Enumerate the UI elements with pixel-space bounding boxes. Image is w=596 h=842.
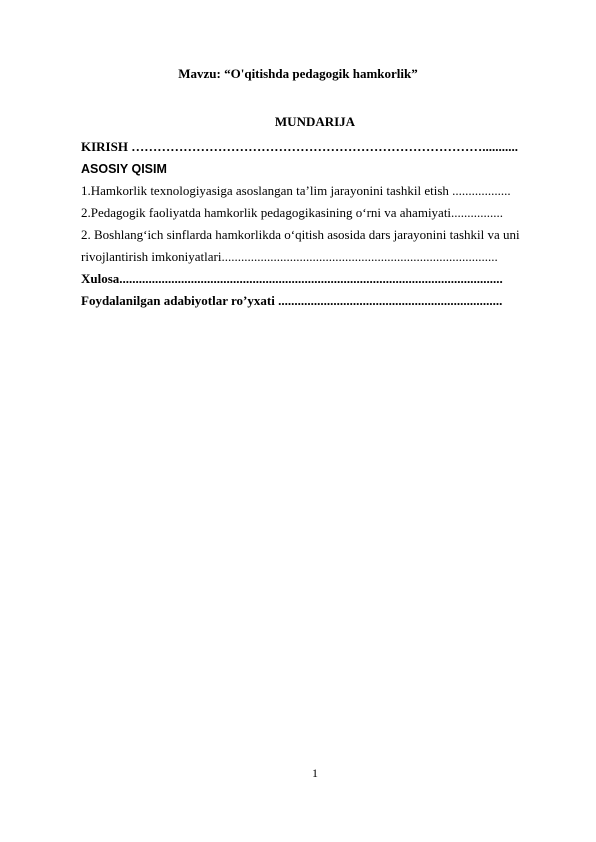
toc-entry-adabiyotlar: Foydalanilgan adabiyotlar ro’yxati ..................................................................... xyxy=(81,293,503,308)
toc-entry-kirish: KIRISH ………………………………………………………………………........... xyxy=(81,139,518,154)
toc-entry-xulosa: Xulosa...................................................................................................................... xyxy=(81,271,503,286)
page-number: 1 xyxy=(312,766,318,780)
toc-entry-item-2: 2.Pedagogik faoliyatda hamkorlik pedagogikasining o‘rni va ahamiyati................ xyxy=(81,205,504,220)
toc-entry-item-3-line-2: rivojlantirish imkoniyatlari..................................................................................... xyxy=(81,249,498,264)
table-of-contents xyxy=(81,136,551,312)
toc-entry-item-3-line-1: 2. Boshlang‘ich sinflarda hamkorlikda o‘qitish asosida dars jarayonini tashkil va uni xyxy=(81,227,520,242)
document-title: Mavzu: “O'qitishda pedagogik hamkorlik” xyxy=(178,66,418,81)
toc-entry-asosiy-qism: ASOSIY QISIM xyxy=(81,162,167,176)
toc-heading: MUNDARIJA xyxy=(274,114,356,129)
toc-entry-item-1: 1.Hamkorlik texnologiyasiga asoslangan ta’lim jarayonini tashkil etish .................. xyxy=(81,183,511,198)
